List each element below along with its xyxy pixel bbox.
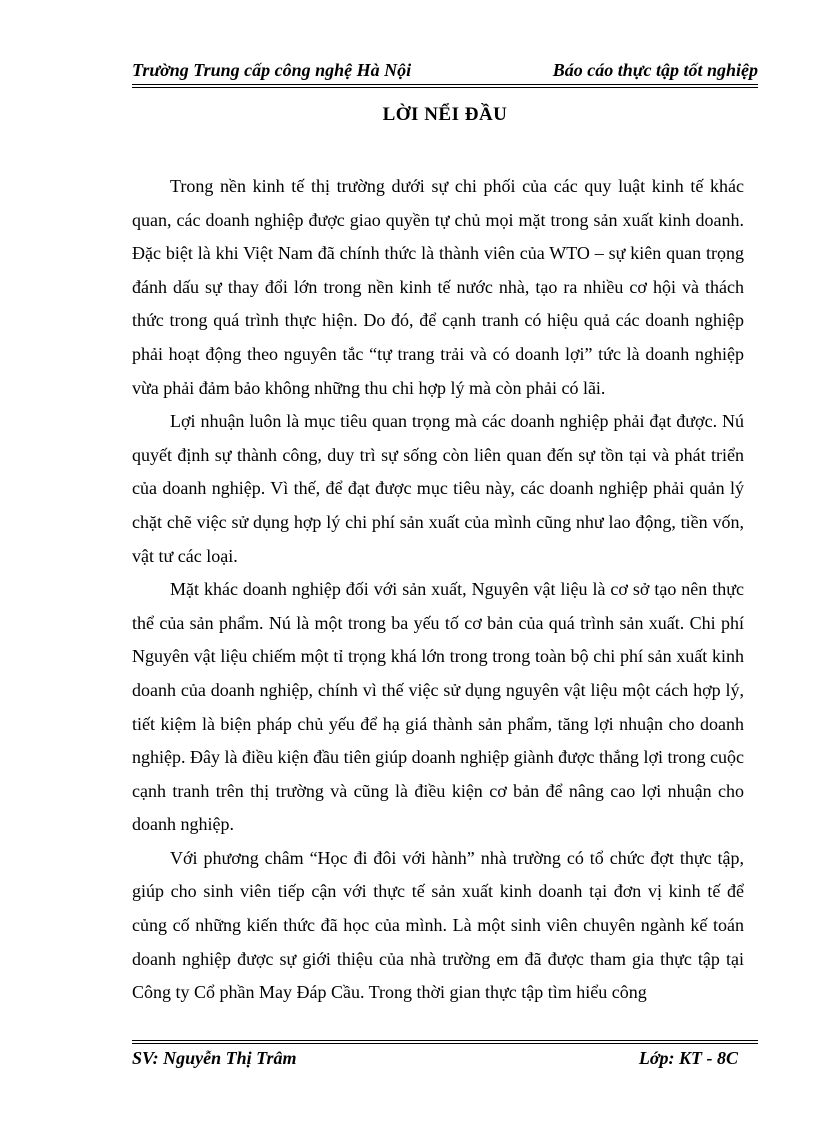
header-divider — [132, 84, 758, 88]
header-report-title: Báo cáo thực tập tốt nghiệp — [552, 60, 758, 80]
paragraph-1: Trong nền kinh tế thị trường dưới sự chi phối của các quy luật kinh tế khác quan, các doanh nghiệp được giao quyền tự chủ mọi mặt trong sản xuất kinh doanh. Đặc biệt là khi Việt Nam đã chính thức là thành viên của WTO – sự kiên quan trọng đánh dấu sự thay đổi lớn trong nền kinh tế nước nhà, tạo ra nhiều cơ hội và thách thức trong quá trình thực hiện. Do đó, để cạnh tranh có hiệu quả các doanh nghiệp phải hoạt động theo nguyên tắc “tự trang trải và có doanh lợi” tức là doanh nghiệp vừa phải đảm bảo không những thu chi hợp lý mà còn phải có lãi. — [132, 176, 744, 398]
paragraph-2: Lợi nhuận luôn là mục tiêu quan trọng mà các doanh nghiệp phải đạt được. Nú quyết định sự thành công, duy trì sự sống còn liên quan đến sự tồn tại và phát triển của doanh nghiệp. Vì thế, để đạt được mục tiêu này, các doanh nghiệp phải quản lý chặt chẽ việc sử dụng hợp lý chi phí sản xuất của mình cũng như lao động, tiền vốn, vật tư các loại. — [132, 411, 744, 566]
document-body — [132, 170, 744, 1010]
footer-divider — [132, 1040, 758, 1044]
paragraph-4: Với phương châm “Học đi đôi với hành” nhà trường có tổ chức đợt thực tập, giúp cho sinh viên tiếp cận với thực tế sản xuất kinh doanh tại đơn vị kinh tế để củng cố những kiến thức đã học của mình. Là một sinh viên chuyên ngành kế toán doanh nghiệp được sự giới thiệu của nhà trường em đã được tham gia thực tập tại Công ty Cổ phần May Đáp Cầu. Trong thời gian thực tập tìm hiểu công — [132, 847, 744, 1003]
footer-student-name: SV: Nguyễn Thị Trâm — [132, 1048, 297, 1068]
page-title: LỜI NỂI ĐẦU — [382, 104, 508, 125]
page-footer — [132, 1046, 738, 1072]
paragraph-3: Mặt khác doanh nghiệp đối với sản xuất, Nguyên vật liệu là cơ sở tạo nên thực thể của sản phẩm. Nú là một trong ba yếu tố cơ bản của quá trình sản xuất. Chi phí Nguyên vật liệu chiếm một tỉ trọng khá lớn trong trong toàn bộ chi phí sản xuất kinh doanh của doanh nghiệp, chính vì thế việc sử dụng nguyên vật liệu một cách hợp lý, tiết kiệm là biện pháp chủ yếu để hạ giá thành sản phẩm, tăng lợi nhuận cho doanh nghiệp. Đây là điều kiện đầu tiên giúp doanh nghiệp giành được thắng lợi trong cuộc cạnh tranh trên thị trường và cũng là điều kiện cơ bản để nâng cao lợi nhuận cho doanh nghiệp. — [132, 579, 744, 835]
header-school-name: Trường Trung cấp công nghệ Hà Nội — [132, 60, 412, 80]
footer-class: Lớp: KT - 8C — [638, 1048, 738, 1068]
page-header — [132, 58, 758, 86]
